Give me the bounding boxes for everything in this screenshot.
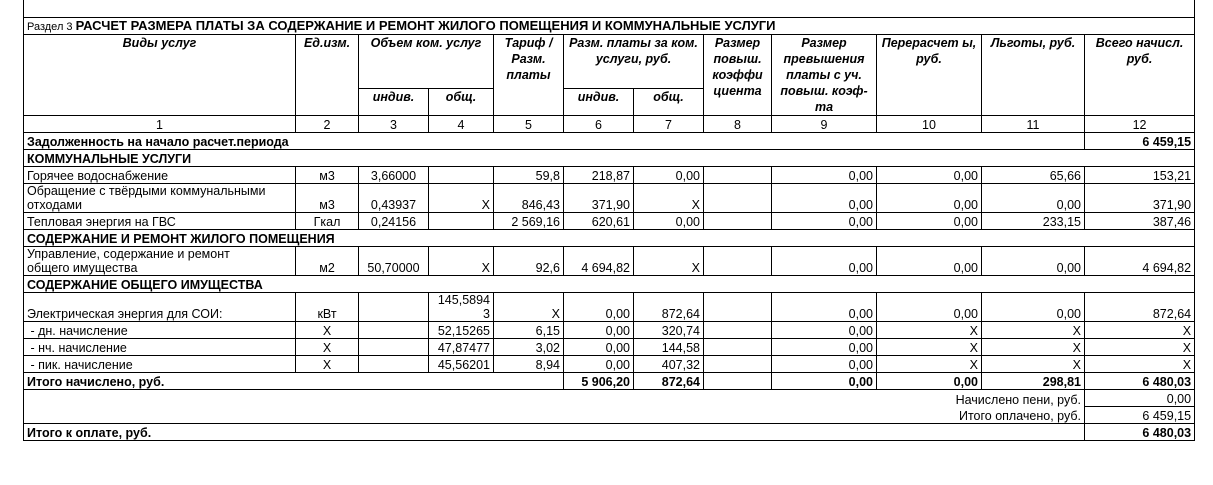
column-number: 1 [24, 116, 296, 133]
group-common-property: СОДЕРЖАНИЕ ОБЩЕГО ИМУЩЕСТВА [24, 276, 1195, 293]
header-excess: Размер превышения платы с уч. повыш. коэф-та [772, 35, 877, 116]
tariff: 92,6 [494, 247, 564, 276]
unit: Х [296, 356, 359, 373]
service-name-line2: отходами [27, 198, 83, 212]
recalc: 0,00 [877, 247, 982, 276]
column-number: 7 [634, 116, 704, 133]
payment-common: 872,64 [634, 293, 704, 322]
column-number: 9 [772, 116, 877, 133]
total: 4 694,82 [1085, 247, 1195, 276]
recalc: 0,00 [877, 293, 982, 322]
header-recalc: Перерасчет ы, руб. [877, 35, 982, 116]
unit: кВт [296, 293, 359, 322]
benefits: 233,15 [982, 213, 1085, 230]
volume-common: 47,87477 [429, 339, 494, 356]
tariff: 8,94 [494, 356, 564, 373]
volume-ind: 0,43937 [359, 184, 429, 213]
volume-common-line1: 145,5894 [437, 293, 490, 307]
volume-common: 52,15265 [429, 322, 494, 339]
to-pay-label: Итого к оплате, руб. [24, 424, 1085, 441]
table-row [24, 247, 1195, 276]
totals-excess: 0,00 [772, 373, 877, 390]
paid-label: Итого оплачено, руб. [24, 407, 1085, 424]
unit: Х [296, 322, 359, 339]
benefits: Х [982, 322, 1085, 339]
header-row-top [24, 35, 1195, 89]
coef [704, 167, 772, 184]
total: 153,21 [1085, 167, 1195, 184]
payment-ind: 0,00 [564, 356, 634, 373]
column-numbers-row [24, 116, 1195, 133]
total: Х [1085, 356, 1195, 373]
volume-common: 45,56201 [429, 356, 494, 373]
header-tariff: Тариф / Разм. платы [494, 35, 564, 116]
recalc: Х [877, 339, 982, 356]
coef [704, 356, 772, 373]
coef [704, 293, 772, 322]
group-row-common-property [24, 276, 1195, 293]
total: Х [1085, 322, 1195, 339]
payment-common: 0,00 [634, 213, 704, 230]
service-name: - пик. начисление [24, 356, 296, 373]
volume-ind: 50,70000 [359, 247, 429, 276]
totals-benefits: 298,81 [982, 373, 1085, 390]
payment-ind: 218,87 [564, 167, 634, 184]
tariff: 59,8 [494, 167, 564, 184]
coef [704, 322, 772, 339]
unit: м2 [296, 247, 359, 276]
table-row [24, 293, 1195, 322]
tariff: 3,02 [494, 339, 564, 356]
excess: 0,00 [772, 213, 877, 230]
volume-common [429, 213, 494, 230]
group-communal: КОММУНАЛЬНЫЕ УСЛУГИ [24, 150, 1195, 167]
group-row-communal [24, 150, 1195, 167]
unit: м3 [296, 184, 359, 213]
excess: 0,00 [772, 247, 877, 276]
payment-common: 320,74 [634, 322, 704, 339]
benefits: Х [982, 356, 1085, 373]
header-volume-ind: индив. [359, 88, 429, 115]
benefits: 0,00 [982, 184, 1085, 213]
debt-value: 6 459,15 [1085, 133, 1195, 150]
section-label: Раздел 3 [27, 21, 73, 33]
recalc: 0,00 [877, 167, 982, 184]
service-name-line1: Обращение с твёрдыми коммунальными [27, 184, 266, 198]
recalc: 0,00 [877, 213, 982, 230]
column-number: 10 [877, 116, 982, 133]
penalty-label: Начислено пени, руб. [24, 390, 1085, 407]
totals-recalc: 0,00 [877, 373, 982, 390]
page-top-rule [23, 0, 1195, 17]
table-row [24, 167, 1195, 184]
column-number: 6 [564, 116, 634, 133]
header-volume-common: общ. [429, 88, 494, 115]
unit: Гкал [296, 213, 359, 230]
header-unit: Ед.изм. [296, 35, 359, 116]
volume-ind: 3,66000 [359, 167, 429, 184]
totals-label: Итого начислено, руб. [24, 373, 564, 390]
column-number: 2 [296, 116, 359, 133]
payment-common: Х [634, 184, 704, 213]
header-payment-ind: индив. [564, 88, 634, 115]
totals-row [24, 373, 1195, 390]
service-name: Горячее водоснабжение [24, 167, 296, 184]
coef [704, 247, 772, 276]
header-services: Виды услуг [24, 35, 296, 116]
benefits: 65,66 [982, 167, 1085, 184]
header-payment-common: общ. [634, 88, 704, 115]
benefits: 0,00 [982, 247, 1085, 276]
volume-common [429, 293, 494, 322]
payment-common: 407,32 [634, 356, 704, 373]
service-name-line1: Управление, содержание и ремонт [27, 247, 230, 261]
volume-ind [359, 339, 429, 356]
paid-row [24, 407, 1195, 424]
header-payment: Разм. платы за ком. услуги, руб. [564, 35, 704, 89]
volume-common: Х [429, 184, 494, 213]
volume-ind: 0,24156 [359, 213, 429, 230]
benefits: Х [982, 339, 1085, 356]
volume-ind [359, 322, 429, 339]
benefits: 0,00 [982, 293, 1085, 322]
coef [704, 213, 772, 230]
totals-payment-common: 872,64 [634, 373, 704, 390]
service-name-line2: общего имущества [27, 261, 138, 275]
section-title-row [24, 18, 1195, 35]
payment-common: 0,00 [634, 167, 704, 184]
service-name: - нч. начисление [24, 339, 296, 356]
total: 872,64 [1085, 293, 1195, 322]
payment-ind: 371,90 [564, 184, 634, 213]
excess: 0,00 [772, 339, 877, 356]
column-number: 12 [1085, 116, 1195, 133]
header-total: Всего начисл. руб. [1085, 35, 1195, 116]
section-title [24, 18, 1195, 35]
volume-common: Х [429, 247, 494, 276]
tariff: 2 569,16 [494, 213, 564, 230]
excess: 0,00 [772, 293, 877, 322]
volume-common-line2: 3 [483, 307, 490, 321]
tariff: 6,15 [494, 322, 564, 339]
excess: 0,00 [772, 322, 877, 339]
to-pay-row [24, 424, 1195, 441]
excess: 0,00 [772, 184, 877, 213]
unit: Х [296, 339, 359, 356]
total: 387,46 [1085, 213, 1195, 230]
to-pay-value: 6 480,03 [1085, 424, 1195, 441]
payment-ind: 0,00 [564, 293, 634, 322]
totals-payment-ind: 5 906,20 [564, 373, 634, 390]
volume-common [429, 167, 494, 184]
paid-value: 6 459,15 [1085, 407, 1195, 424]
service-name: - дн. начисление [24, 322, 296, 339]
coef [704, 184, 772, 213]
payment-ind: 4 694,82 [564, 247, 634, 276]
group-row-housing [24, 230, 1195, 247]
coef [704, 339, 772, 356]
totals-total: 6 480,03 [1085, 373, 1195, 390]
excess: 0,00 [772, 356, 877, 373]
column-number: 11 [982, 116, 1085, 133]
recalc: Х [877, 356, 982, 373]
table-row [24, 322, 1195, 339]
service-name [24, 247, 296, 276]
table-row [24, 184, 1195, 213]
column-number: 3 [359, 116, 429, 133]
column-number: 4 [429, 116, 494, 133]
tariff: Х [494, 293, 564, 322]
volume-ind [359, 293, 429, 322]
total: Х [1085, 339, 1195, 356]
service-name: Тепловая энергия на ГВС [24, 213, 296, 230]
payment-common: 144,58 [634, 339, 704, 356]
charges-table [23, 17, 1195, 441]
total: 371,90 [1085, 184, 1195, 213]
recalc: 0,00 [877, 184, 982, 213]
penalty-row [24, 390, 1195, 407]
group-housing: СОДЕРЖАНИЕ И РЕМОНТ ЖИЛОГО ПОМЕЩЕНИЯ [24, 230, 1195, 247]
penalty-value: 0,00 [1085, 390, 1195, 407]
payment-ind: 620,61 [564, 213, 634, 230]
totals-coef [704, 373, 772, 390]
tariff: 846,43 [494, 184, 564, 213]
table-row [24, 339, 1195, 356]
payment-common: Х [634, 247, 704, 276]
debt-row [24, 133, 1195, 150]
volume-ind [359, 356, 429, 373]
recalc: Х [877, 322, 982, 339]
payment-ind: 0,00 [564, 339, 634, 356]
service-name [24, 184, 296, 213]
service-name: Электрическая энергия для СОИ: [24, 293, 296, 322]
table-row [24, 356, 1195, 373]
header-benefits: Льготы, руб. [982, 35, 1085, 116]
unit: м3 [296, 167, 359, 184]
header-coef: Размер повыш. коэффи циента [704, 35, 772, 116]
excess: 0,00 [772, 167, 877, 184]
column-number: 5 [494, 116, 564, 133]
header-volume: Объем ком. услуг [359, 35, 494, 89]
payment-ind: 0,00 [564, 322, 634, 339]
column-number: 8 [704, 116, 772, 133]
section-heading: РАСЧЕТ РАЗМЕРА ПЛАТЫ ЗА СОДЕРЖАНИЕ И РЕМОНТ ЖИЛОГО ПОМЕЩЕНИЯ И КОММУНАЛЬНЫЕ УСЛУГИ [75, 18, 776, 33]
debt-label: Задолженность на начало расчет.периода [24, 133, 1085, 150]
table-row [24, 213, 1195, 230]
